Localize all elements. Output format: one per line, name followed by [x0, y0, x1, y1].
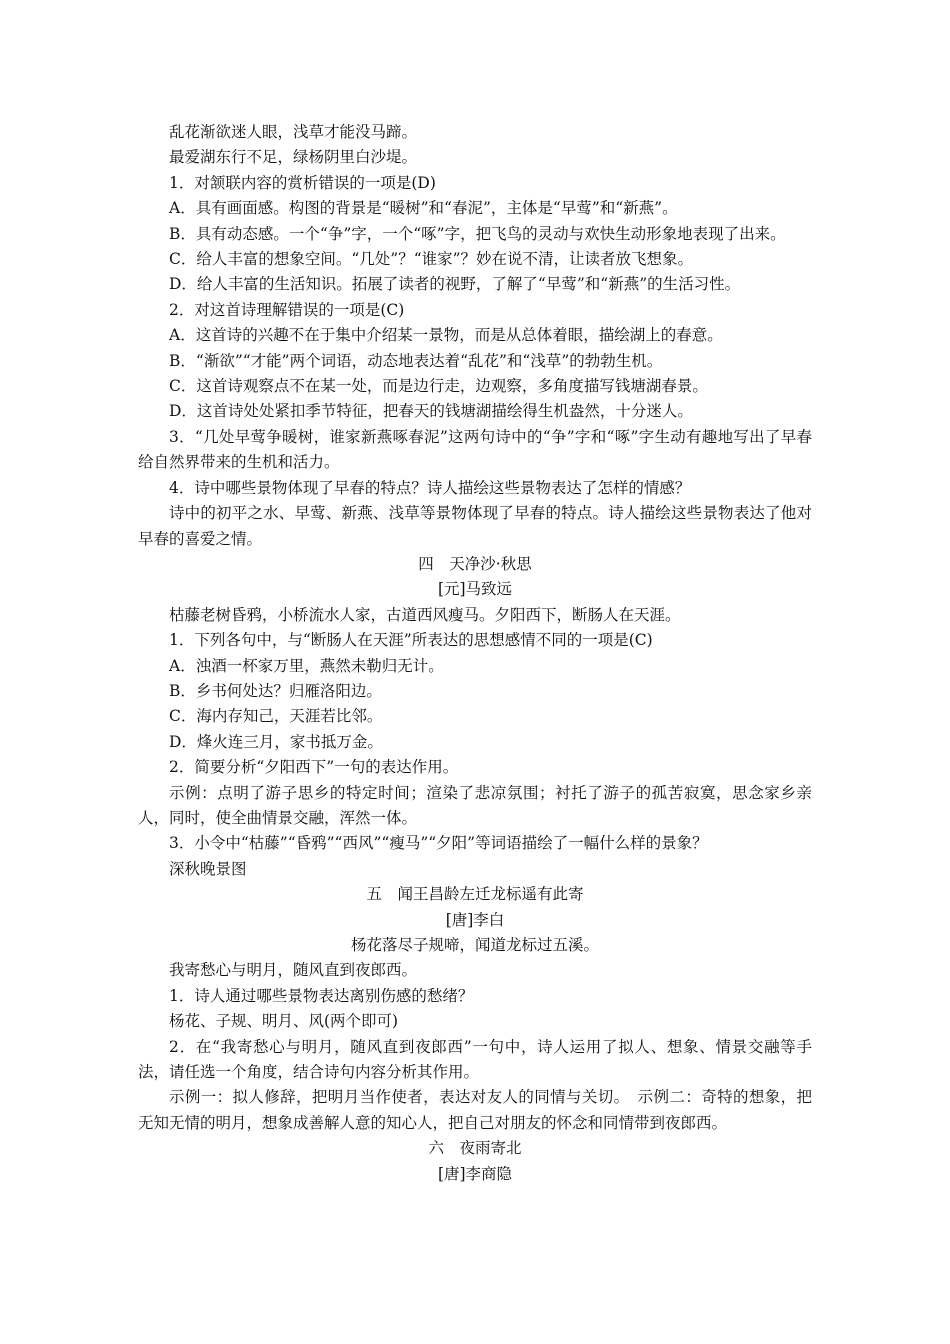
poem-line: 最爱湖东行不足，绿杨阴里白沙堤。	[169, 148, 418, 167]
question: 1．对颔联内容的赏析错误的一项是(D)	[169, 173, 436, 192]
answer: 杨花、子规、明月、风(两个即可)	[169, 1012, 399, 1031]
question: 3．“几处早莺争暖树，谁家新燕啄春泥”这两句诗中的“争”字和“啄”字生动有趣地写出了早春给自然界带来的生机和活力。	[138, 427, 812, 472]
answer: 诗中的初平之水、早莺、新燕、浅草等景物体现了早春的特点。诗人描绘这些景物表达了他对早春的喜爱之情。	[138, 504, 812, 548]
question: 1．诗人通过哪些景物表达离别伤感的愁绪？	[169, 986, 474, 1005]
question: 2．对这首诗理解错误的一项是(C)	[169, 300, 405, 319]
option: A．具有画面感。构图的背景是“暖树”和“春泥”，主体是“早莺”和“新燕”。	[169, 199, 678, 218]
option: D．烽火连三月，家书抵万金。	[169, 732, 383, 751]
poem-author: [元]马致远	[437, 580, 513, 599]
option: C．海内存知己，天涯若比邻。	[169, 707, 383, 726]
poem-line: 乱花渐欲迷人眼，浅草才能没马蹄。	[169, 123, 418, 141]
option: D．这首诗处处紧扣季节特征，把春天的钱塘湖描绘得生机盎然，十分迷人。	[169, 402, 693, 421]
option: B．“渐欲”“才能”两个词语，动态地表达着“乱花”和“浅草”的勃勃生机。	[169, 351, 663, 370]
option: C．这首诗观察点不在某一处，而是边行走，边观察，多角度描写钱塘湖春景。	[169, 377, 708, 396]
option: A．这首诗的兴趣不在于集中介绍某一景物，而是从总体着眼，描绘湖上的春意。	[169, 326, 723, 345]
poem-author: [唐]李商隐	[437, 1164, 513, 1183]
answer: 深秋晚景图	[169, 859, 247, 878]
section-title: 四 天净沙·秋思	[418, 554, 532, 573]
question: 2．简要分析“夕阳西下”一句的表达作用。	[169, 758, 459, 777]
poem-line: 我寄愁心与明月，随风直到夜郎西。	[169, 961, 418, 980]
option: A．浊酒一杯家万里，燕然未勒归无计。	[169, 656, 444, 675]
answer: 示例一：拟人修辞，把明月当作使者，表达对友人的同情与关切。 示例二：奇特的想象，把无知无情的明月，想象成善解人意的知心人，把自己对朋友的怀念和同情带到夜郎西。	[138, 1088, 812, 1132]
option: C．给人丰富的想象空间。“几处”？“谁家”？妙在说不清，让读者放飞想象。	[169, 250, 694, 269]
question: 2．在“我寄愁心与明月，随风直到夜郎西”一句中，诗人运用了拟人、想象、情景交融等手法，请任选一个角度，结合诗句内容分析其作用。	[138, 1037, 812, 1082]
question: 1．下列各句中，与“断肠人在天涯”所表达的思想感情不同的一项是(C)	[169, 631, 653, 650]
section-title: 六 夜雨寄北	[428, 1139, 522, 1158]
question: 4．诗中哪些景物体现了早春的特点？诗人描绘这些景物表达了怎样的情感？	[169, 478, 691, 497]
question: 3．小令中“枯藤”“昏鸦”“西风”“瘦马”“夕阳”等词语描绘了一幅什么样的景象？	[169, 834, 708, 853]
option: B．乡书何处达？归雁洛阳边。	[169, 681, 382, 700]
option: B．具有动态感。一个“争”字，一个“啄”字，把飞鸟的灵动与欢快生动形象地表现了出来。	[169, 224, 786, 243]
poem-author: [唐]李白	[445, 910, 505, 929]
option: D．给人丰富的生活知识。拓展了读者的视野，了解了“早莺”和“新燕”的生活习性。	[169, 275, 741, 294]
poem-line: 杨花落尽子规啼，闻道龙标过五溪。	[350, 936, 599, 954]
poem-line: 枯藤老树昏鸦，小桥流水人家，古道西风瘦马。夕阳西下，断肠人在天涯。	[169, 605, 681, 624]
section-title: 五 闻王昌龄左迁龙标遥有此寄	[366, 885, 584, 904]
answer: 示例：点明了游子思乡的特定时间；渲染了悲凉氛围；衬托了游子的孤苦寂寞，思念家乡亲人，同时，使全曲情景交融，浑然一体。	[138, 783, 812, 827]
